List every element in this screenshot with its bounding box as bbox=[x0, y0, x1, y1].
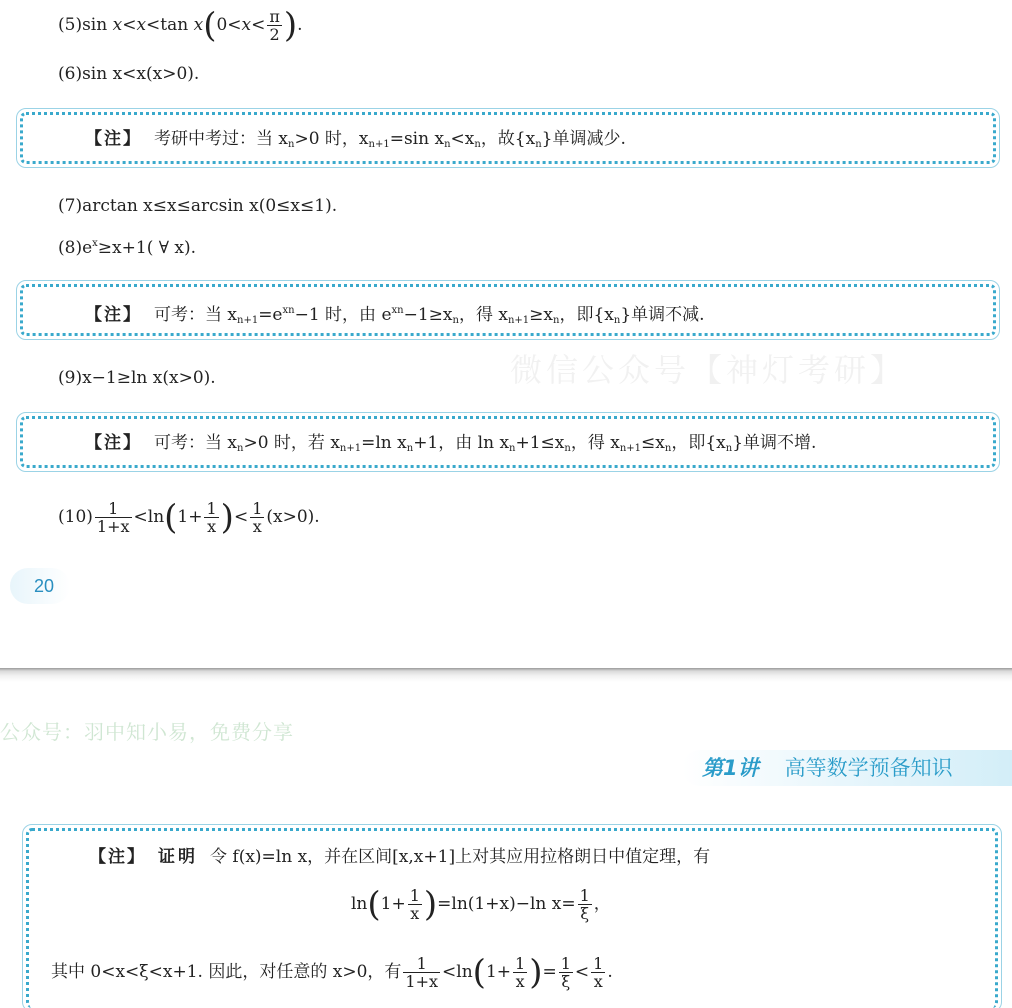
eq-inner: 1+ bbox=[380, 894, 406, 914]
watermark-text: 公众号：羽中知小易，免费分享 bbox=[0, 720, 294, 744]
note2-text bbox=[85, 299, 705, 333]
item5-x4: x bbox=[241, 15, 252, 35]
page-gap bbox=[0, 668, 1012, 682]
note1-tag: 【注】 bbox=[85, 129, 142, 149]
sub: n bbox=[237, 443, 244, 454]
den: x bbox=[591, 972, 605, 990]
note4-line1-text: 令 f(x)=ln x，并在区间[x,x+1]上对其应用拉格朗日中值定理，有 bbox=[210, 847, 711, 867]
sub: n bbox=[664, 443, 672, 454]
note3-tag: 【注】 bbox=[85, 433, 142, 453]
sub: n bbox=[288, 139, 295, 150]
note-box-1 bbox=[20, 112, 996, 164]
eq-frac2 bbox=[578, 887, 592, 922]
sub: n bbox=[553, 315, 560, 326]
note4-tag: 【注】 bbox=[89, 847, 146, 867]
l3-lt: <ln bbox=[442, 962, 473, 982]
num: 1 bbox=[593, 954, 604, 973]
item-7: (7)arctan x≤x≤arcsin x(0≤x≤1). bbox=[58, 196, 338, 216]
note-box-3 bbox=[20, 416, 996, 468]
note1-t5: ，故{x bbox=[480, 129, 536, 149]
note1-t6: }单调减少. bbox=[541, 129, 626, 149]
l3-frac4 bbox=[591, 955, 605, 990]
den: 1+x bbox=[405, 972, 439, 991]
line3-pre: 其中 0<x<ξ<x+1. 因此，对任意的 x>0，有 bbox=[51, 962, 402, 982]
item5-x3: x bbox=[193, 15, 204, 35]
item5-lt1: < bbox=[122, 15, 137, 35]
note4-equation bbox=[351, 884, 611, 925]
l3-end: . bbox=[607, 962, 613, 982]
item10-frac2 bbox=[204, 500, 218, 535]
num: 1 bbox=[515, 954, 526, 973]
note4-line1 bbox=[89, 845, 710, 869]
note3-t2: >0 时，若 x bbox=[243, 433, 340, 453]
note3-t7: ≤x bbox=[641, 433, 665, 453]
page-number: 20 bbox=[10, 568, 70, 604]
sub: n bbox=[452, 315, 459, 326]
note1-t1: 考研中考过：当 x bbox=[154, 129, 288, 149]
sub: n bbox=[564, 443, 571, 454]
note2-t3: −1 时，由 e bbox=[294, 305, 392, 325]
num: 1 bbox=[579, 886, 590, 905]
den: 1+x bbox=[96, 517, 130, 536]
note2-t1: 可考：当 x bbox=[154, 305, 237, 325]
chapter-number: 第1讲 bbox=[702, 756, 759, 780]
item8-post: ≥x+1( ∀ x). bbox=[97, 238, 197, 258]
note4-proof: 证明 bbox=[158, 847, 198, 867]
eq-ln: ln bbox=[351, 894, 368, 914]
sub: n+1 bbox=[368, 139, 390, 150]
note3-t8: ，即{x bbox=[671, 433, 726, 453]
num: 1 bbox=[108, 499, 119, 518]
sup: xn bbox=[391, 305, 404, 316]
pi-denominator: 2 bbox=[267, 25, 282, 43]
num: 1 bbox=[416, 954, 427, 973]
item5-x2: x bbox=[136, 15, 147, 35]
l3-inner: 1+ bbox=[485, 962, 511, 982]
num: 1 bbox=[252, 499, 263, 518]
paren: ) bbox=[220, 497, 234, 538]
item10-cond: (x>0). bbox=[266, 507, 320, 527]
eq-frac1 bbox=[408, 887, 422, 922]
note3-t6: ，得 x bbox=[570, 433, 620, 453]
item5-lt2: <tan bbox=[146, 15, 194, 35]
faint-watermark: 微信公众号【神灯考研】 bbox=[510, 351, 907, 389]
l3-frac3 bbox=[559, 955, 573, 990]
den: ξ bbox=[559, 972, 573, 990]
den: x bbox=[408, 904, 422, 922]
sub: n bbox=[725, 443, 733, 454]
sub: n bbox=[444, 139, 451, 150]
sup: xn bbox=[282, 305, 295, 316]
item10-inner: 1+ bbox=[177, 507, 203, 527]
sub: n+1 bbox=[507, 315, 530, 326]
note2-t5: ，得 x bbox=[458, 305, 508, 325]
item5-pi-fraction bbox=[267, 8, 282, 43]
num: 1 bbox=[409, 886, 420, 905]
note1-text bbox=[85, 127, 626, 157]
note2-t2: =e bbox=[258, 305, 283, 325]
note3-t9: }单调不增. bbox=[732, 433, 817, 453]
sub: n bbox=[613, 315, 621, 326]
paren: ( bbox=[472, 952, 486, 993]
item-5: (5)sin x<x<tan x(0<x< $\frac{\pi}{2}$ ). bbox=[58, 5, 303, 46]
chapter-header bbox=[682, 750, 1012, 786]
den: x bbox=[513, 972, 527, 990]
sub: n bbox=[509, 443, 516, 454]
note2-tag: 【注】 bbox=[85, 305, 142, 325]
num: 1 bbox=[206, 499, 217, 518]
note3-t3: =ln x bbox=[361, 433, 407, 453]
sub: n bbox=[406, 443, 414, 454]
item-9: (9)x−1≥ln x(x>0). bbox=[58, 368, 216, 388]
item10-lt2: < bbox=[233, 507, 249, 527]
item-8 bbox=[58, 232, 196, 260]
den: x bbox=[250, 517, 264, 535]
item10-label: (10) bbox=[58, 507, 93, 527]
pi-numerator: π bbox=[269, 7, 280, 26]
sup: x bbox=[92, 238, 98, 249]
paren: ) bbox=[423, 884, 438, 925]
item10-frac1 bbox=[95, 500, 132, 535]
note1-t4: <x bbox=[450, 129, 475, 149]
den: ξ bbox=[578, 904, 592, 922]
paren: ( bbox=[367, 884, 381, 925]
eq-mid: =ln(1+x)−ln x= bbox=[437, 894, 576, 914]
eq-end: ， bbox=[593, 894, 611, 914]
l3-lt2: < bbox=[574, 962, 590, 982]
note1-t3: =sin x bbox=[389, 129, 445, 149]
num: 1 bbox=[560, 954, 571, 973]
note3-t4: +1，由 ln x bbox=[413, 433, 510, 453]
sub: n bbox=[474, 139, 481, 150]
item5-x1: x bbox=[112, 15, 123, 35]
paren: ( bbox=[164, 497, 178, 538]
item5-paren-close: ) bbox=[283, 5, 298, 46]
note2-t7: ，即{x bbox=[559, 305, 614, 325]
note2-t6: ≥x bbox=[529, 305, 554, 325]
den: x bbox=[204, 517, 218, 535]
item5-label: (5)sin bbox=[58, 15, 113, 35]
l3-frac1 bbox=[403, 955, 440, 990]
item-6: (6)sin x<x(x>0). bbox=[58, 64, 200, 84]
note4-line3 bbox=[51, 952, 613, 993]
sub: n+1 bbox=[237, 315, 259, 326]
note3-t5: +1≤x bbox=[515, 433, 565, 453]
item8-pre: (8)e bbox=[58, 238, 93, 258]
item10-frac3 bbox=[250, 500, 264, 535]
paren: ) bbox=[529, 952, 543, 993]
item5-cond-lt: < bbox=[251, 15, 266, 35]
item-10 bbox=[58, 497, 320, 538]
note1-t2: >0 时，x bbox=[294, 129, 369, 149]
note3-t1: 可考：当 x bbox=[154, 433, 237, 453]
note2-t4: −1≥x bbox=[403, 305, 453, 325]
sub: n bbox=[535, 139, 542, 150]
note-box-2 bbox=[20, 284, 996, 336]
chapter-title: 高等数学预备知识 bbox=[784, 756, 953, 780]
sub: n+1 bbox=[619, 443, 642, 454]
l3-frac2 bbox=[513, 955, 527, 990]
note3-text bbox=[85, 431, 816, 461]
sub: n+1 bbox=[339, 443, 362, 454]
note2-t8: }单调不减. bbox=[620, 305, 705, 325]
l3-eq: = bbox=[542, 962, 557, 982]
item10-lt1: <ln bbox=[133, 507, 165, 527]
note-box-4 bbox=[26, 828, 998, 1008]
item5-paren-open: ( bbox=[203, 5, 217, 46]
